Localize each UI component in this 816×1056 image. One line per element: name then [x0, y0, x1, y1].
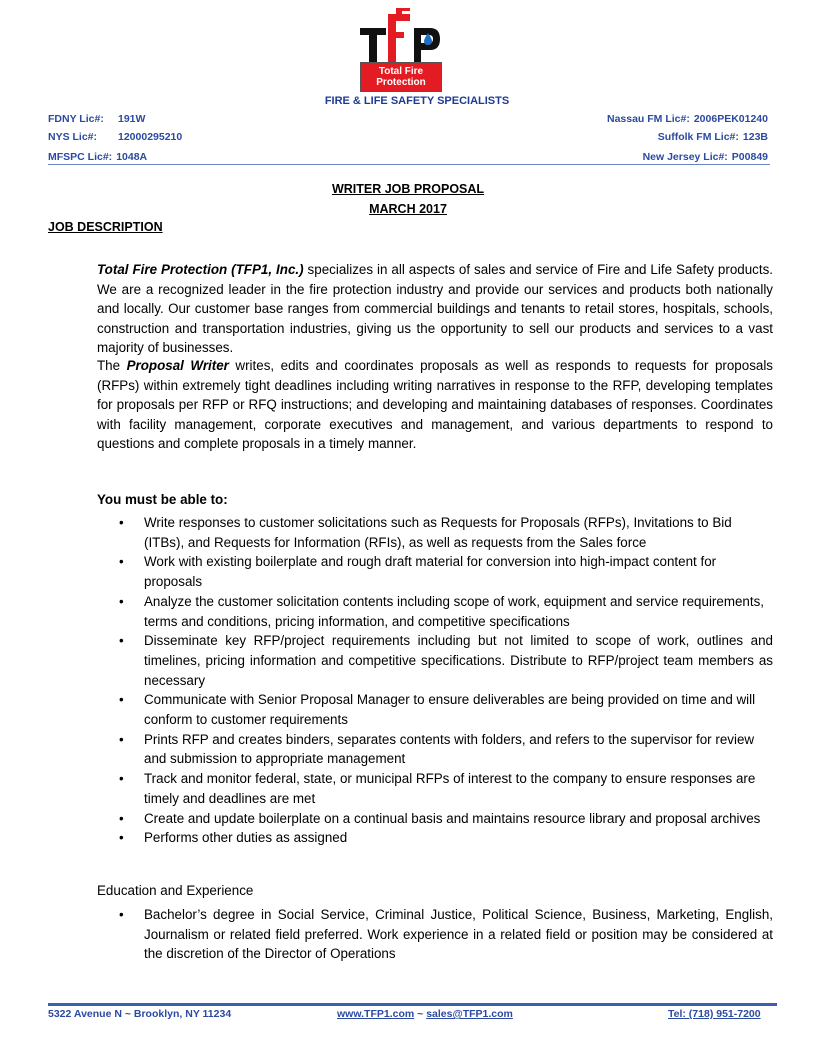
license-fdny: [48, 113, 145, 125]
license-nys: [48, 131, 182, 143]
role-description-paragraph: [97, 356, 773, 454]
list-item: [97, 552, 773, 591]
header-divider: [48, 164, 770, 165]
footer-separator: ~: [414, 1008, 427, 1020]
document-date: MARCH 2017: [369, 202, 447, 216]
requirements-list: [97, 513, 773, 848]
list-item: [97, 905, 773, 964]
license-label: NYS Lic#:: [48, 131, 98, 143]
bullet-icon: •: [119, 771, 124, 787]
bullet-icon: •: [119, 554, 124, 570]
list-item: [97, 592, 773, 631]
bullet-icon: •: [119, 731, 124, 747]
bullet-icon: •: [119, 515, 124, 530]
role-description-text: writes, edits and coordinates proposals as well as responds to requests for proposals (RFPs) within extremely tight deadlines including writing narratives in response to the RFP, developing templates for proposals per RFP or RFQ instructions; and developing and maintaining databases of responses. Coordinates with facility management, corporate executives and management, and various departments to respond to questions and complete proposals in a timely manner.: [97, 358, 774, 451]
requirements-heading: You must be able to:: [97, 492, 228, 507]
bullet-icon: •: [119, 830, 124, 846]
logo-text-line1: Total Fire: [378, 66, 424, 77]
footer-contact: [337, 1008, 513, 1020]
bullet-icon: •: [119, 593, 124, 609]
list-item: [97, 769, 773, 808]
email-link[interactable]: sales@TFP1.com: [426, 1008, 513, 1020]
license-value: 1048A: [116, 151, 148, 163]
document-title: WRITER JOB PROPOSAL: [331, 182, 485, 196]
company-intro-paragraph: [97, 260, 773, 358]
list-item-text: Prints RFP and creates binders, separates contents with folders, and refers to the supervisor for review and submission to appropriate management: [144, 731, 755, 767]
license-value: 2006PEK01240: [693, 113, 768, 125]
license-label: Suffolk FM Lic#:: [657, 131, 739, 143]
license-value: 191W: [118, 113, 146, 125]
website-link[interactable]: www.TFP1.com: [337, 1008, 415, 1020]
license-label: New Jersey Lic#:: [642, 151, 728, 163]
role-name: Proposal Writer: [126, 358, 229, 373]
phone-link[interactable]: Tel: (718) 951-7200: [668, 1008, 761, 1020]
bullet-icon: •: [119, 633, 124, 649]
list-item-text: Performs other duties as assigned: [144, 830, 348, 846]
footer-address: 5322 Avenue N ~ Brooklyn, NY 11234: [48, 1008, 232, 1020]
list-item: [97, 828, 773, 848]
job-description-heading: JOB DESCRIPTION: [48, 220, 163, 234]
list-item: [97, 631, 773, 690]
company-logo: [358, 6, 444, 90]
tfp-logo-graphic: [358, 6, 444, 64]
list-item-text: Bachelor’s degree in Social Service, Criminal Justice, Political Science, Business, Marketing, English, Journalism or related field preferred. Work experience in a related field or position may be considered at the discretion of the Director of Operations: [144, 907, 773, 962]
company-intro-text: specializes in all aspects of sales and service of Fire and Life Safety products. We are a recognized leader in the fire protection industry and provide our services and products both nationally and locally. Our customer base ranges from commercial buildings and tenants to retail stores, hospitals, schools, construction and transportation industries, giving us the opportunity to sell our products and services to a vast majority of businesses.: [97, 262, 774, 355]
list-item-text: Write responses to customer solicitations such as Requests for Proposals (RFPs), Invitations to Bid (ITBs), and Requests for Information (RFIs), as well as requests from the Sales force: [144, 515, 732, 550]
list-item-text: Work with existing boilerplate and rough draft material for conversion into high-impact content for proposals: [144, 554, 717, 590]
list-item-text: Track and monitor federal, state, or municipal RFPs of interest to the company to ensure responses are timely and deadlines are met: [144, 771, 756, 806]
company-name: Total Fire Protection (TFP1, Inc.): [97, 262, 304, 277]
license-suffolk: [658, 131, 768, 143]
license-value: 123B: [742, 131, 768, 143]
license-label: Nassau FM Lic#:: [606, 113, 690, 125]
license-nassau: [607, 113, 768, 125]
license-label: FDNY Lic#:: [48, 113, 104, 125]
license-label: MFSPC Lic#:: [48, 151, 113, 163]
license-value: 12000295210: [118, 131, 183, 143]
company-tagline: FIRE & LIFE SAFETY SPECIALISTS: [324, 95, 510, 107]
list-item: [97, 730, 773, 769]
footer-divider: [48, 1003, 777, 1006]
list-item-text: Create and update boilerplate on a continual basis and maintains resource library and proposal archives: [144, 810, 761, 826]
bullet-icon: •: [119, 810, 124, 826]
logo-banner: [360, 62, 442, 92]
license-value: P00849: [731, 151, 768, 163]
education-heading: Education and Experience: [97, 883, 254, 898]
list-item: [97, 809, 773, 829]
license-mfspc: [48, 151, 147, 163]
logo-text-line2: Protection: [376, 77, 426, 88]
list-item-text: Disseminate key RFP/project requirements including but not limited to scope of work, outlines and timelines, pricing information and competitive specifications. Distribute to RFP/project team members as necessary: [144, 633, 773, 688]
education-list: [97, 905, 773, 964]
bullet-icon: •: [119, 907, 124, 922]
list-item: [97, 513, 773, 552]
bullet-icon: •: [119, 692, 124, 708]
role-intro-text: The: [97, 358, 127, 373]
footer-phone: [668, 1008, 761, 1020]
list-item-text: Communicate with Senior Proposal Manager to ensure deliverables are being provided on time and will conform to customer requirements: [144, 692, 756, 728]
list-item-text: Analyze the customer solicitation contents including scope of work, equipment and service requirements, terms and conditions, pricing information, and competitive specifications: [144, 593, 765, 629]
list-item: [97, 690, 773, 729]
license-nj: [643, 151, 768, 163]
